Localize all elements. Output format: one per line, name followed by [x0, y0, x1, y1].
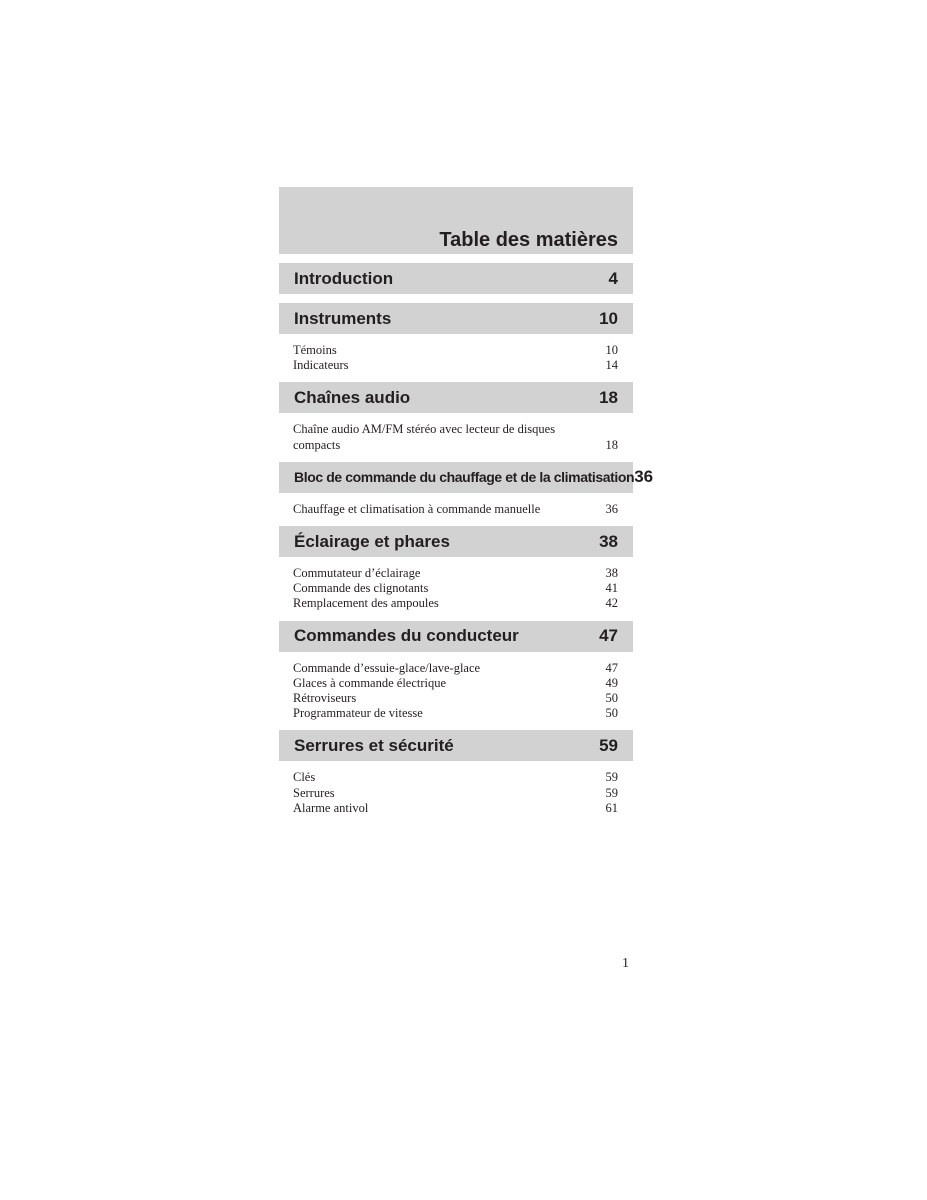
section-header[interactable] — [279, 526, 633, 557]
section-title: Serrures et sécurité — [294, 735, 454, 755]
entry-page: 49 — [605, 675, 618, 690]
page-number: 1 — [622, 956, 629, 971]
toc-section-chaines-audio — [279, 382, 633, 452]
section-entries — [279, 493, 633, 517]
toc-entry[interactable] — [293, 596, 618, 611]
entry-title: Serrures — [293, 785, 335, 800]
section-title: Éclairage et phares — [294, 531, 450, 551]
toc-entry[interactable] — [293, 358, 618, 373]
section-page: 4 — [608, 268, 618, 288]
entry-page: 18 — [605, 437, 618, 452]
entry-page: 59 — [605, 770, 618, 785]
toc-section-eclairage-phares — [279, 526, 633, 612]
entry-title: Alarme antivol — [293, 800, 369, 815]
section-page: 36 — [634, 467, 654, 487]
toc-entry[interactable] — [293, 786, 618, 801]
section-header[interactable] — [279, 730, 633, 761]
toc-entry[interactable] — [293, 801, 618, 816]
entry-page: 10 — [605, 343, 618, 357]
entry-title: Indicateurs — [293, 358, 349, 373]
toc-section-introduction — [279, 263, 633, 294]
section-page: 18 — [599, 387, 618, 407]
section-entries — [279, 557, 633, 612]
toc-entry[interactable] — [293, 691, 618, 706]
section-header[interactable] — [279, 462, 654, 493]
section-entries — [279, 761, 633, 816]
section-entries — [279, 652, 633, 722]
toc-section-chauffage-climatisation — [279, 462, 654, 517]
table-of-contents — [279, 187, 654, 819]
section-title: Chaînes audio — [294, 387, 411, 407]
entry-page: 50 — [605, 691, 618, 706]
entry-page: 41 — [605, 581, 618, 596]
section-header[interactable] — [279, 621, 633, 652]
section-page: 10 — [599, 308, 618, 328]
entry-title: Commande d’essuie-glace/lave-glace — [293, 660, 481, 675]
section-title: Instruments — [294, 308, 392, 328]
section-title: Introduction — [294, 268, 394, 288]
toc-section-instruments — [279, 303, 633, 373]
section-header[interactable] — [279, 303, 633, 334]
entry-title: Commande des clignotants — [293, 581, 429, 596]
toc-entry[interactable] — [293, 502, 618, 517]
toc-section-commandes-conducteur — [279, 621, 633, 722]
toc-entry[interactable] — [293, 581, 618, 596]
entry-title: Chauffage et climatisation à commande manuelle — [293, 501, 541, 516]
entry-page: 47 — [605, 660, 618, 675]
entry-page: 61 — [605, 800, 618, 815]
toc-entry[interactable] — [293, 422, 618, 452]
section-page: 38 — [599, 531, 618, 551]
entry-title: Commutateur d’éclairage — [293, 566, 421, 581]
entry-page: 59 — [605, 785, 618, 800]
entry-title: Témoins — [293, 343, 337, 357]
entry-title: Remplacement des ampoules — [293, 596, 439, 611]
entry-title: Chaîne audio AM/FM stéréo avec lecteur de disques compacts — [293, 422, 556, 452]
title-band — [279, 187, 633, 254]
entry-title: Glaces à commande électrique — [293, 675, 447, 690]
toc-entry[interactable] — [293, 661, 618, 676]
section-page: 47 — [599, 626, 618, 646]
section-page: 59 — [599, 735, 618, 755]
entry-page: 50 — [605, 706, 618, 721]
toc-entry[interactable] — [293, 676, 618, 691]
section-entries — [279, 413, 633, 452]
entry-page: 14 — [605, 358, 618, 373]
toc-entry[interactable] — [293, 343, 618, 358]
section-title: Bloc de commande du chauffage et de la climatisation — [294, 469, 635, 486]
toc-section-serrures-securite — [279, 730, 633, 816]
entry-title: Programmateur de vitesse — [293, 706, 423, 721]
entry-page: 42 — [605, 596, 618, 611]
toc-entry[interactable] — [293, 770, 618, 785]
entry-page: 36 — [605, 501, 618, 516]
section-header[interactable] — [279, 382, 633, 413]
entry-title: Clés — [293, 770, 316, 785]
page-title: Table des matières — [439, 229, 618, 251]
toc-entry[interactable] — [293, 566, 618, 581]
toc-entry[interactable] — [293, 706, 618, 721]
section-title: Commandes du conducteur — [294, 626, 519, 646]
section-header[interactable] — [279, 263, 633, 294]
entry-page: 38 — [605, 566, 618, 581]
section-entries — [279, 334, 633, 373]
entry-title: Rétroviseurs — [293, 691, 357, 706]
